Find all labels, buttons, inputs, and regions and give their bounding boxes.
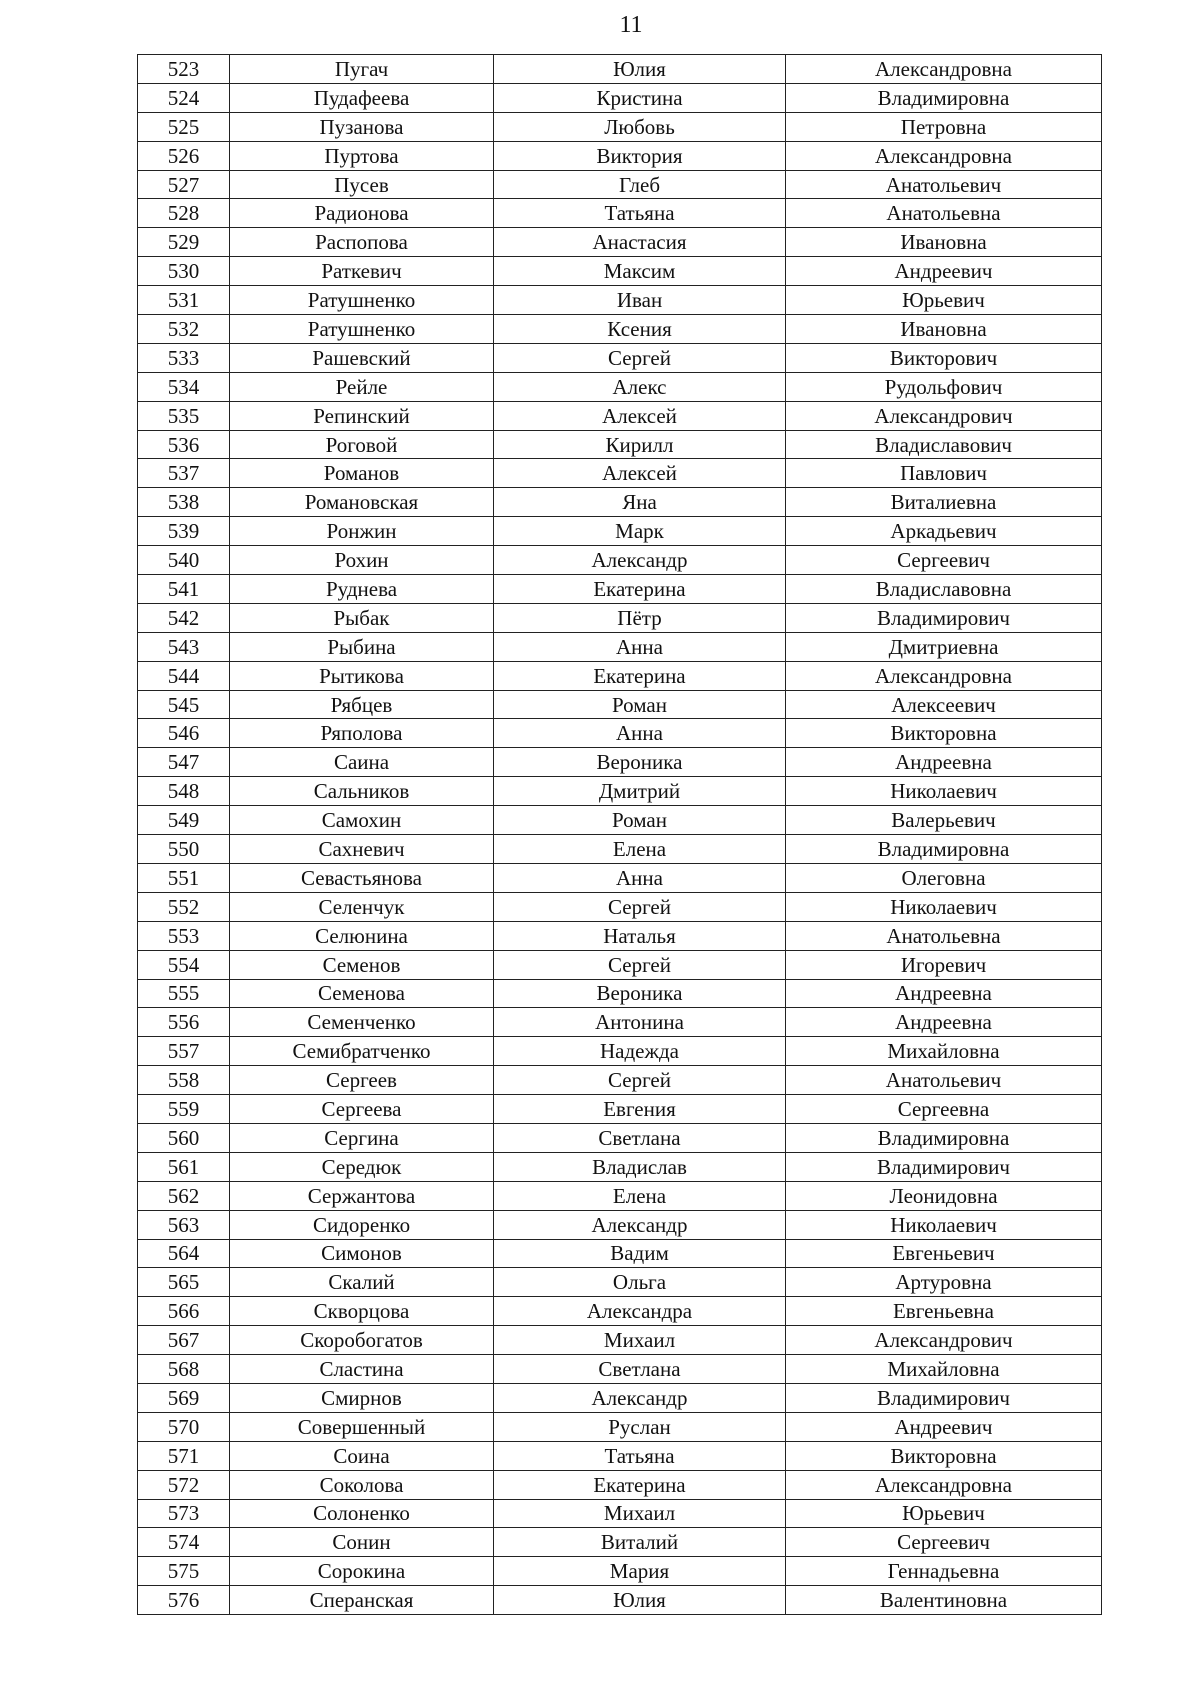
first-name-cell: Владислав bbox=[494, 1152, 786, 1181]
row-number-cell: 533 bbox=[138, 343, 230, 372]
last-name-cell: Романов bbox=[230, 459, 494, 488]
patronymic-cell: Викторовна bbox=[786, 719, 1102, 748]
row-number-cell: 542 bbox=[138, 603, 230, 632]
patronymic-cell: Андреевич bbox=[786, 257, 1102, 286]
first-name-cell: Татьяна bbox=[494, 199, 786, 228]
last-name-cell: Ряполова bbox=[230, 719, 494, 748]
table-row bbox=[138, 1297, 1102, 1326]
patronymic-cell: Сергеевич bbox=[786, 1528, 1102, 1557]
patronymic-cell: Юрьевич bbox=[786, 1499, 1102, 1528]
patronymic-cell: Валерьевич bbox=[786, 806, 1102, 835]
patronymic-cell: Владимировна bbox=[786, 1123, 1102, 1152]
row-number-cell: 537 bbox=[138, 459, 230, 488]
last-name-cell: Романовская bbox=[230, 488, 494, 517]
patronymic-cell: Юрьевич bbox=[786, 286, 1102, 315]
table-row bbox=[138, 1181, 1102, 1210]
first-name-cell: Елена bbox=[494, 835, 786, 864]
first-name-cell: Ольга bbox=[494, 1268, 786, 1297]
first-name-cell: Ксения bbox=[494, 315, 786, 344]
row-number-cell: 549 bbox=[138, 806, 230, 835]
patronymic-cell: Артуровна bbox=[786, 1268, 1102, 1297]
patronymic-cell: Михайловна bbox=[786, 1037, 1102, 1066]
table-row bbox=[138, 1441, 1102, 1470]
last-name-cell: Распопова bbox=[230, 228, 494, 257]
first-name-cell: Елена bbox=[494, 1181, 786, 1210]
last-name-cell: Пугач bbox=[230, 55, 494, 84]
table-row bbox=[138, 690, 1102, 719]
last-name-cell: Рытикова bbox=[230, 661, 494, 690]
row-number-cell: 530 bbox=[138, 257, 230, 286]
last-name-cell: Самохин bbox=[230, 806, 494, 835]
last-name-cell: Раткевич bbox=[230, 257, 494, 286]
patronymic-cell: Владимирович bbox=[786, 1383, 1102, 1412]
patronymic-cell: Владимирович bbox=[786, 603, 1102, 632]
row-number-cell: 569 bbox=[138, 1383, 230, 1412]
table-row bbox=[138, 1528, 1102, 1557]
first-name-cell: Вадим bbox=[494, 1239, 786, 1268]
table-row bbox=[138, 199, 1102, 228]
row-number-cell: 576 bbox=[138, 1586, 230, 1615]
row-number-cell: 539 bbox=[138, 517, 230, 546]
table-row bbox=[138, 1037, 1102, 1066]
table-row bbox=[138, 257, 1102, 286]
first-name-cell: Анастасия bbox=[494, 228, 786, 257]
patronymic-cell: Владиславовна bbox=[786, 575, 1102, 604]
last-name-cell: Рашевский bbox=[230, 343, 494, 372]
first-name-cell: Михаил bbox=[494, 1499, 786, 1528]
table-row bbox=[138, 401, 1102, 430]
table-row bbox=[138, 719, 1102, 748]
first-name-cell: Александр bbox=[494, 1383, 786, 1412]
page-number: 11 bbox=[619, 12, 643, 38]
table-row bbox=[138, 546, 1102, 575]
last-name-cell: Сергина bbox=[230, 1123, 494, 1152]
first-name-cell: Пётр bbox=[494, 603, 786, 632]
table-row bbox=[138, 1066, 1102, 1095]
first-name-cell: Алекс bbox=[494, 372, 786, 401]
row-number-cell: 532 bbox=[138, 315, 230, 344]
patronymic-cell: Геннадьевна bbox=[786, 1557, 1102, 1586]
first-name-cell: Надежда bbox=[494, 1037, 786, 1066]
patronymic-cell: Сергеевна bbox=[786, 1095, 1102, 1124]
patronymic-cell: Сергеевич bbox=[786, 546, 1102, 575]
last-name-cell: Ратушненко bbox=[230, 315, 494, 344]
table-row bbox=[138, 603, 1102, 632]
patronymic-cell: Павлович bbox=[786, 459, 1102, 488]
table-row bbox=[138, 517, 1102, 546]
patronymic-cell: Александрович bbox=[786, 401, 1102, 430]
first-name-cell: Роман bbox=[494, 806, 786, 835]
row-number-cell: 567 bbox=[138, 1326, 230, 1355]
first-name-cell: Алексей bbox=[494, 401, 786, 430]
last-name-cell: Селенчук bbox=[230, 892, 494, 921]
row-number-cell: 564 bbox=[138, 1239, 230, 1268]
table-row bbox=[138, 1499, 1102, 1528]
row-number-cell: 544 bbox=[138, 661, 230, 690]
last-name-cell: Пуртова bbox=[230, 141, 494, 170]
first-name-cell: Глеб bbox=[494, 170, 786, 199]
row-number-cell: 535 bbox=[138, 401, 230, 430]
patronymic-cell: Владиславович bbox=[786, 430, 1102, 459]
last-name-cell: Семенченко bbox=[230, 1008, 494, 1037]
first-name-cell: Виталий bbox=[494, 1528, 786, 1557]
last-name-cell: Симонов bbox=[230, 1239, 494, 1268]
table-row bbox=[138, 112, 1102, 141]
patronymic-cell: Евгеньевна bbox=[786, 1297, 1102, 1326]
row-number-cell: 523 bbox=[138, 55, 230, 84]
patronymic-cell: Андреевна bbox=[786, 979, 1102, 1008]
row-number-cell: 534 bbox=[138, 372, 230, 401]
first-name-cell: Екатерина bbox=[494, 661, 786, 690]
last-name-cell: Сперанская bbox=[230, 1586, 494, 1615]
last-name-cell: Сорокина bbox=[230, 1557, 494, 1586]
patronymic-cell: Михайловна bbox=[786, 1355, 1102, 1384]
patronymic-cell: Анатольевич bbox=[786, 1066, 1102, 1095]
patronymic-cell: Петровна bbox=[786, 112, 1102, 141]
last-name-cell: Смирнов bbox=[230, 1383, 494, 1412]
first-name-cell: Иван bbox=[494, 286, 786, 315]
table-row bbox=[138, 286, 1102, 315]
table-row bbox=[138, 863, 1102, 892]
row-number-cell: 556 bbox=[138, 1008, 230, 1037]
last-name-cell: Семенов bbox=[230, 950, 494, 979]
patronymic-cell: Валентиновна bbox=[786, 1586, 1102, 1615]
table-row bbox=[138, 488, 1102, 517]
row-number-cell: 527 bbox=[138, 170, 230, 199]
table-row bbox=[138, 83, 1102, 112]
row-number-cell: 524 bbox=[138, 83, 230, 112]
patronymic-cell: Анатольевна bbox=[786, 921, 1102, 950]
row-number-cell: 568 bbox=[138, 1355, 230, 1384]
first-name-cell: Кирилл bbox=[494, 430, 786, 459]
row-number-cell: 562 bbox=[138, 1181, 230, 1210]
last-name-cell: Семенова bbox=[230, 979, 494, 1008]
first-name-cell: Сергей bbox=[494, 950, 786, 979]
table-row bbox=[138, 343, 1102, 372]
row-number-cell: 558 bbox=[138, 1066, 230, 1095]
patronymic-cell: Алексеевич bbox=[786, 690, 1102, 719]
roster-body bbox=[138, 55, 1102, 1615]
row-number-cell: 546 bbox=[138, 719, 230, 748]
patronymic-cell: Анатольевна bbox=[786, 199, 1102, 228]
table-row bbox=[138, 1268, 1102, 1297]
last-name-cell: Сонин bbox=[230, 1528, 494, 1557]
table-row bbox=[138, 1210, 1102, 1239]
table-row bbox=[138, 430, 1102, 459]
first-name-cell: Марк bbox=[494, 517, 786, 546]
first-name-cell: Сергей bbox=[494, 343, 786, 372]
table-row bbox=[138, 1008, 1102, 1037]
row-number-cell: 550 bbox=[138, 835, 230, 864]
last-name-cell: Репинский bbox=[230, 401, 494, 430]
first-name-cell: Дмитрий bbox=[494, 777, 786, 806]
last-name-cell: Роговой bbox=[230, 430, 494, 459]
last-name-cell: Совершенный bbox=[230, 1412, 494, 1441]
first-name-cell: Вероника bbox=[494, 979, 786, 1008]
table-row bbox=[138, 1326, 1102, 1355]
last-name-cell: Руднева bbox=[230, 575, 494, 604]
patronymic-cell: Викторовна bbox=[786, 1441, 1102, 1470]
first-name-cell: Юлия bbox=[494, 1586, 786, 1615]
patronymic-cell: Андреевна bbox=[786, 1008, 1102, 1037]
table-row bbox=[138, 835, 1102, 864]
first-name-cell: Михаил bbox=[494, 1326, 786, 1355]
last-name-cell: Рыбак bbox=[230, 603, 494, 632]
first-name-cell: Сергей bbox=[494, 1066, 786, 1095]
last-name-cell: Сальников bbox=[230, 777, 494, 806]
last-name-cell: Севастьянова bbox=[230, 863, 494, 892]
row-number-cell: 571 bbox=[138, 1441, 230, 1470]
first-name-cell: Екатерина bbox=[494, 575, 786, 604]
row-number-cell: 525 bbox=[138, 112, 230, 141]
first-name-cell: Яна bbox=[494, 488, 786, 517]
patronymic-cell: Александровна bbox=[786, 661, 1102, 690]
first-name-cell: Екатерина bbox=[494, 1470, 786, 1499]
last-name-cell: Сахневич bbox=[230, 835, 494, 864]
last-name-cell: Скалий bbox=[230, 1268, 494, 1297]
patronymic-cell: Дмитриевна bbox=[786, 632, 1102, 661]
last-name-cell: Саина bbox=[230, 748, 494, 777]
first-name-cell: Светлана bbox=[494, 1355, 786, 1384]
patronymic-cell: Александровна bbox=[786, 1470, 1102, 1499]
table-row bbox=[138, 170, 1102, 199]
first-name-cell: Александр bbox=[494, 1210, 786, 1239]
table-row bbox=[138, 1586, 1102, 1615]
first-name-cell: Сергей bbox=[494, 892, 786, 921]
row-number-cell: 572 bbox=[138, 1470, 230, 1499]
first-name-cell: Максим bbox=[494, 257, 786, 286]
table-row bbox=[138, 315, 1102, 344]
row-number-cell: 551 bbox=[138, 863, 230, 892]
row-number-cell: 575 bbox=[138, 1557, 230, 1586]
row-number-cell: 548 bbox=[138, 777, 230, 806]
last-name-cell: Радионова bbox=[230, 199, 494, 228]
table-row bbox=[138, 1095, 1102, 1124]
row-number-cell: 552 bbox=[138, 892, 230, 921]
last-name-cell: Сергеев bbox=[230, 1066, 494, 1095]
first-name-cell: Кристина bbox=[494, 83, 786, 112]
row-number-cell: 531 bbox=[138, 286, 230, 315]
patronymic-cell: Анатольевич bbox=[786, 170, 1102, 199]
patronymic-cell: Ивановна bbox=[786, 315, 1102, 344]
first-name-cell: Анна bbox=[494, 632, 786, 661]
first-name-cell: Алексей bbox=[494, 459, 786, 488]
last-name-cell: Пусев bbox=[230, 170, 494, 199]
row-number-cell: 553 bbox=[138, 921, 230, 950]
last-name-cell: Селюнина bbox=[230, 921, 494, 950]
table-row bbox=[138, 806, 1102, 835]
last-name-cell: Скворцова bbox=[230, 1297, 494, 1326]
patronymic-cell: Владимирович bbox=[786, 1152, 1102, 1181]
table-row bbox=[138, 950, 1102, 979]
row-number-cell: 557 bbox=[138, 1037, 230, 1066]
patronymic-cell: Андреевна bbox=[786, 748, 1102, 777]
first-name-cell: Светлана bbox=[494, 1123, 786, 1152]
table-row bbox=[138, 1557, 1102, 1586]
patronymic-cell: Николаевич bbox=[786, 777, 1102, 806]
roster-table bbox=[137, 54, 1102, 1615]
table-row bbox=[138, 228, 1102, 257]
patronymic-cell: Аркадьевич bbox=[786, 517, 1102, 546]
table-row bbox=[138, 892, 1102, 921]
last-name-cell: Сидоренко bbox=[230, 1210, 494, 1239]
last-name-cell: Пузанова bbox=[230, 112, 494, 141]
first-name-cell: Роман bbox=[494, 690, 786, 719]
row-number-cell: 526 bbox=[138, 141, 230, 170]
row-number-cell: 536 bbox=[138, 430, 230, 459]
last-name-cell: Сластина bbox=[230, 1355, 494, 1384]
table-row bbox=[138, 575, 1102, 604]
table-row bbox=[138, 777, 1102, 806]
last-name-cell: Скоробогатов bbox=[230, 1326, 494, 1355]
first-name-cell: Анна bbox=[494, 863, 786, 892]
table-row bbox=[138, 55, 1102, 84]
table-row bbox=[138, 141, 1102, 170]
patronymic-cell: Рудольфович bbox=[786, 372, 1102, 401]
table-row bbox=[138, 1123, 1102, 1152]
patronymic-cell: Ивановна bbox=[786, 228, 1102, 257]
row-number-cell: 528 bbox=[138, 199, 230, 228]
patronymic-cell: Николаевич bbox=[786, 892, 1102, 921]
row-number-cell: 563 bbox=[138, 1210, 230, 1239]
patronymic-cell: Игоревич bbox=[786, 950, 1102, 979]
first-name-cell: Анна bbox=[494, 719, 786, 748]
table-row bbox=[138, 1152, 1102, 1181]
last-name-cell: Ратушненко bbox=[230, 286, 494, 315]
patronymic-cell: Владимировна bbox=[786, 835, 1102, 864]
last-name-cell: Солоненко bbox=[230, 1499, 494, 1528]
row-number-cell: 541 bbox=[138, 575, 230, 604]
row-number-cell: 538 bbox=[138, 488, 230, 517]
last-name-cell: Соина bbox=[230, 1441, 494, 1470]
first-name-cell: Любовь bbox=[494, 112, 786, 141]
table-row bbox=[138, 748, 1102, 777]
first-name-cell: Татьяна bbox=[494, 1441, 786, 1470]
table-row bbox=[138, 372, 1102, 401]
first-name-cell: Виктория bbox=[494, 141, 786, 170]
patronymic-cell: Викторович bbox=[786, 343, 1102, 372]
last-name-cell: Рохин bbox=[230, 546, 494, 575]
last-name-cell: Семибратченко bbox=[230, 1037, 494, 1066]
table-row bbox=[138, 979, 1102, 1008]
patronymic-cell: Николаевич bbox=[786, 1210, 1102, 1239]
table-row bbox=[138, 1412, 1102, 1441]
last-name-cell: Пудафеева bbox=[230, 83, 494, 112]
row-number-cell: 540 bbox=[138, 546, 230, 575]
patronymic-cell: Леонидовна bbox=[786, 1181, 1102, 1210]
row-number-cell: 529 bbox=[138, 228, 230, 257]
row-number-cell: 561 bbox=[138, 1152, 230, 1181]
patronymic-cell: Андреевич bbox=[786, 1412, 1102, 1441]
row-number-cell: 545 bbox=[138, 690, 230, 719]
patronymic-cell: Александровна bbox=[786, 55, 1102, 84]
patronymic-cell: Олеговна bbox=[786, 863, 1102, 892]
patronymic-cell: Александровна bbox=[786, 141, 1102, 170]
patronymic-cell: Владимировна bbox=[786, 83, 1102, 112]
patronymic-cell: Евгеньевич bbox=[786, 1239, 1102, 1268]
table-row bbox=[138, 1239, 1102, 1268]
first-name-cell: Антонина bbox=[494, 1008, 786, 1037]
last-name-cell: Сержантова bbox=[230, 1181, 494, 1210]
first-name-cell: Юлия bbox=[494, 55, 786, 84]
row-number-cell: 573 bbox=[138, 1499, 230, 1528]
first-name-cell: Руслан bbox=[494, 1412, 786, 1441]
row-number-cell: 565 bbox=[138, 1268, 230, 1297]
last-name-cell: Рябцев bbox=[230, 690, 494, 719]
row-number-cell: 574 bbox=[138, 1528, 230, 1557]
first-name-cell: Евгения bbox=[494, 1095, 786, 1124]
first-name-cell: Мария bbox=[494, 1557, 786, 1586]
row-number-cell: 560 bbox=[138, 1123, 230, 1152]
table-row bbox=[138, 1355, 1102, 1384]
row-number-cell: 559 bbox=[138, 1095, 230, 1124]
first-name-cell: Вероника bbox=[494, 748, 786, 777]
row-number-cell: 570 bbox=[138, 1412, 230, 1441]
row-number-cell: 554 bbox=[138, 950, 230, 979]
table-row bbox=[138, 921, 1102, 950]
row-number-cell: 555 bbox=[138, 979, 230, 1008]
row-number-cell: 566 bbox=[138, 1297, 230, 1326]
patronymic-cell: Виталиевна bbox=[786, 488, 1102, 517]
first-name-cell: Александр bbox=[494, 546, 786, 575]
last-name-cell: Соколова bbox=[230, 1470, 494, 1499]
last-name-cell: Рыбина bbox=[230, 632, 494, 661]
first-name-cell: Александра bbox=[494, 1297, 786, 1326]
patronymic-cell: Александрович bbox=[786, 1326, 1102, 1355]
table-row bbox=[138, 632, 1102, 661]
row-number-cell: 547 bbox=[138, 748, 230, 777]
table-row bbox=[138, 661, 1102, 690]
last-name-cell: Середюк bbox=[230, 1152, 494, 1181]
first-name-cell: Наталья bbox=[494, 921, 786, 950]
last-name-cell: Ронжин bbox=[230, 517, 494, 546]
table-row bbox=[138, 1383, 1102, 1412]
table-row bbox=[138, 459, 1102, 488]
last-name-cell: Сергеева bbox=[230, 1095, 494, 1124]
row-number-cell: 543 bbox=[138, 632, 230, 661]
table-row bbox=[138, 1470, 1102, 1499]
last-name-cell: Рейле bbox=[230, 372, 494, 401]
